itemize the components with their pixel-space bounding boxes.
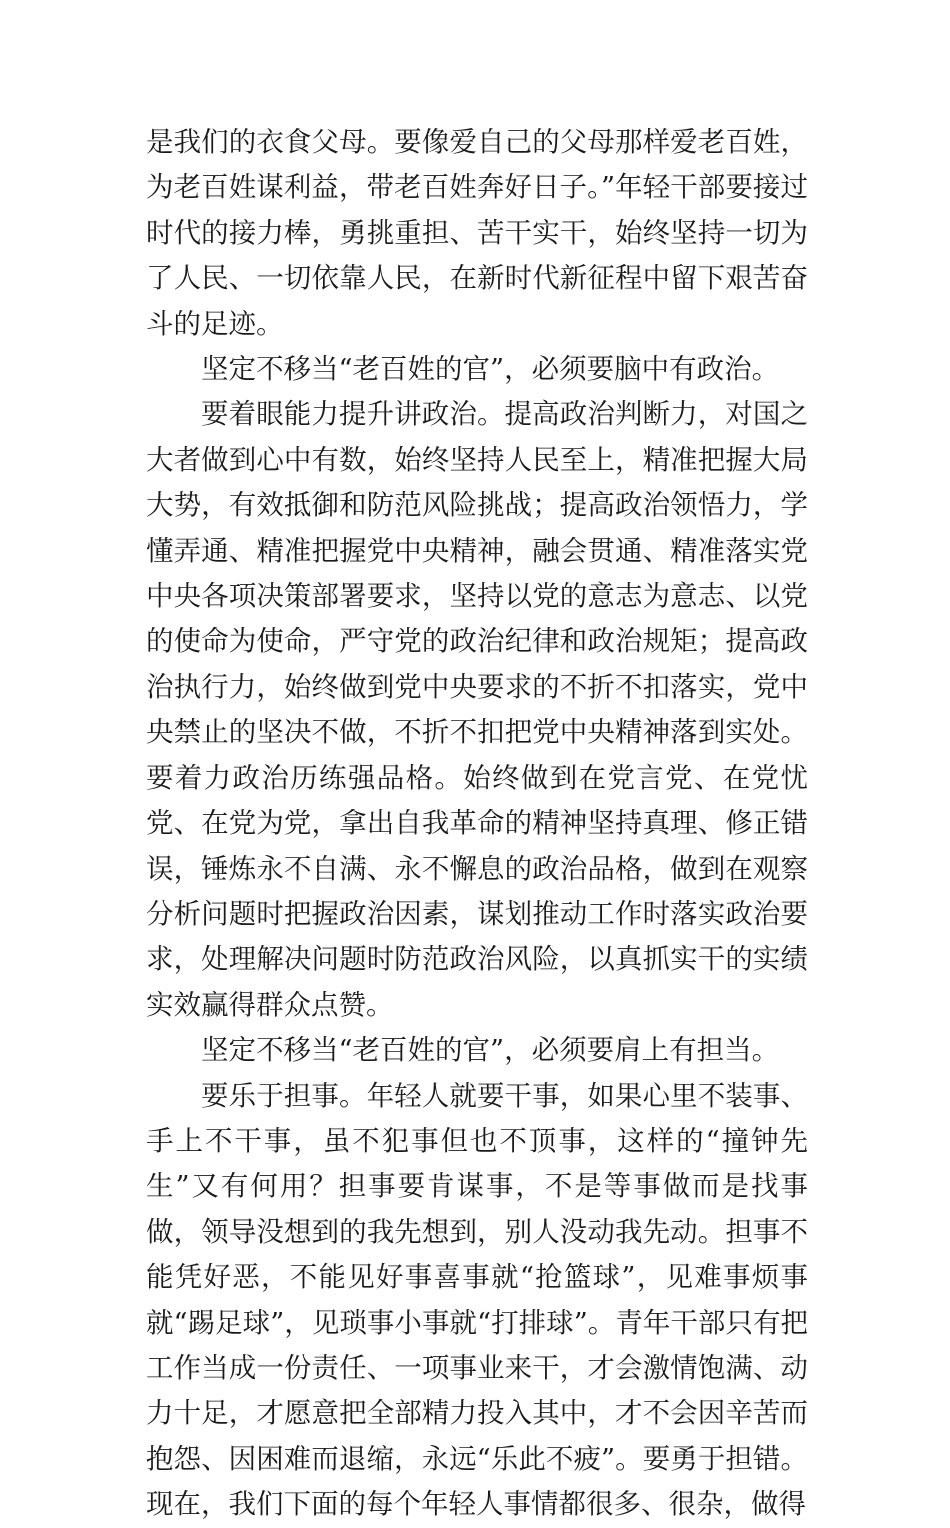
paragraph-2-heading: 坚定不移当“老百姓的官”，必须要脑中有政治。 xyxy=(201,353,780,386)
document-page xyxy=(146,120,808,1528)
paragraph-4-heading: 坚定不移当“老百姓的官”，必须要肩上有担当。 xyxy=(201,1034,780,1067)
paragraph-3: 要着眼能力提升讲政治。提高政治判断力，对国之大者做到心中有数，始终坚持人民至上，精准把握大局大势，有效抵御和防范风险挑战；提高政治领悟力，学懂弄通、精准把握党中央精神，融会贯通、精准落实党中央各项决策部署要求，坚持以党的意志为意志、以党的使命为使命，严守党的政治纪律和政治规矩；提高政治执行力，始终做到党中央要求的不折不扣落实，党中央禁止的坚决不做，不折不扣把党中央精神落到实处。要着力政治历练强品格。始终做到在党言党、在党忧党、在党为党，拿出自我革命的精神坚持真理、修正错误，锤炼永不自满、永不懈息的政治品格，做到在观察分析问题时把握政治因素，谋划推动工作时落实政治要求，处理解决问题时防范政治风险，以真抓实干的实绩实效赢得群众点赞。 xyxy=(146,398,808,1021)
paragraph-5: 要乐于担事。年轻人就要干事，如果心里不装事、手上不干事，虽不犯事但也不顶事，这样的“撞钟先生”又有何用？担事要肯谋事，不是等事做而是找事做，领导没想到的我先想到，别人没动我先动。担事不能凭好恶，不能见好事喜事就“抢篮球”，见难事烦事就“踢足球”，见琐事小事就“打排球”。青年干部只有把工作当成一份责任、一项事业来干，才会激情饱满、动力十足，才愿意把全部精力投入其中，才不会因辛苦而抱怨、因困难而退缩，永远“乐此不疲”。要勇于担错。现在，我们下面的每个年轻人事情都很多、很杂，做得 xyxy=(146,1079,808,1521)
paragraph-1: 是我们的衣食父母。要像爱自己的父母那样爱老百姓，为老百姓谋利益，带老百姓奔好日子。”年轻干部要接过时代的接力棒，勇挑重担、苦干实干，始终坚持一切为了人民、一切依靠人民，在新时代新征程中留下艰苦奋斗的足迹。 xyxy=(146,126,808,340)
